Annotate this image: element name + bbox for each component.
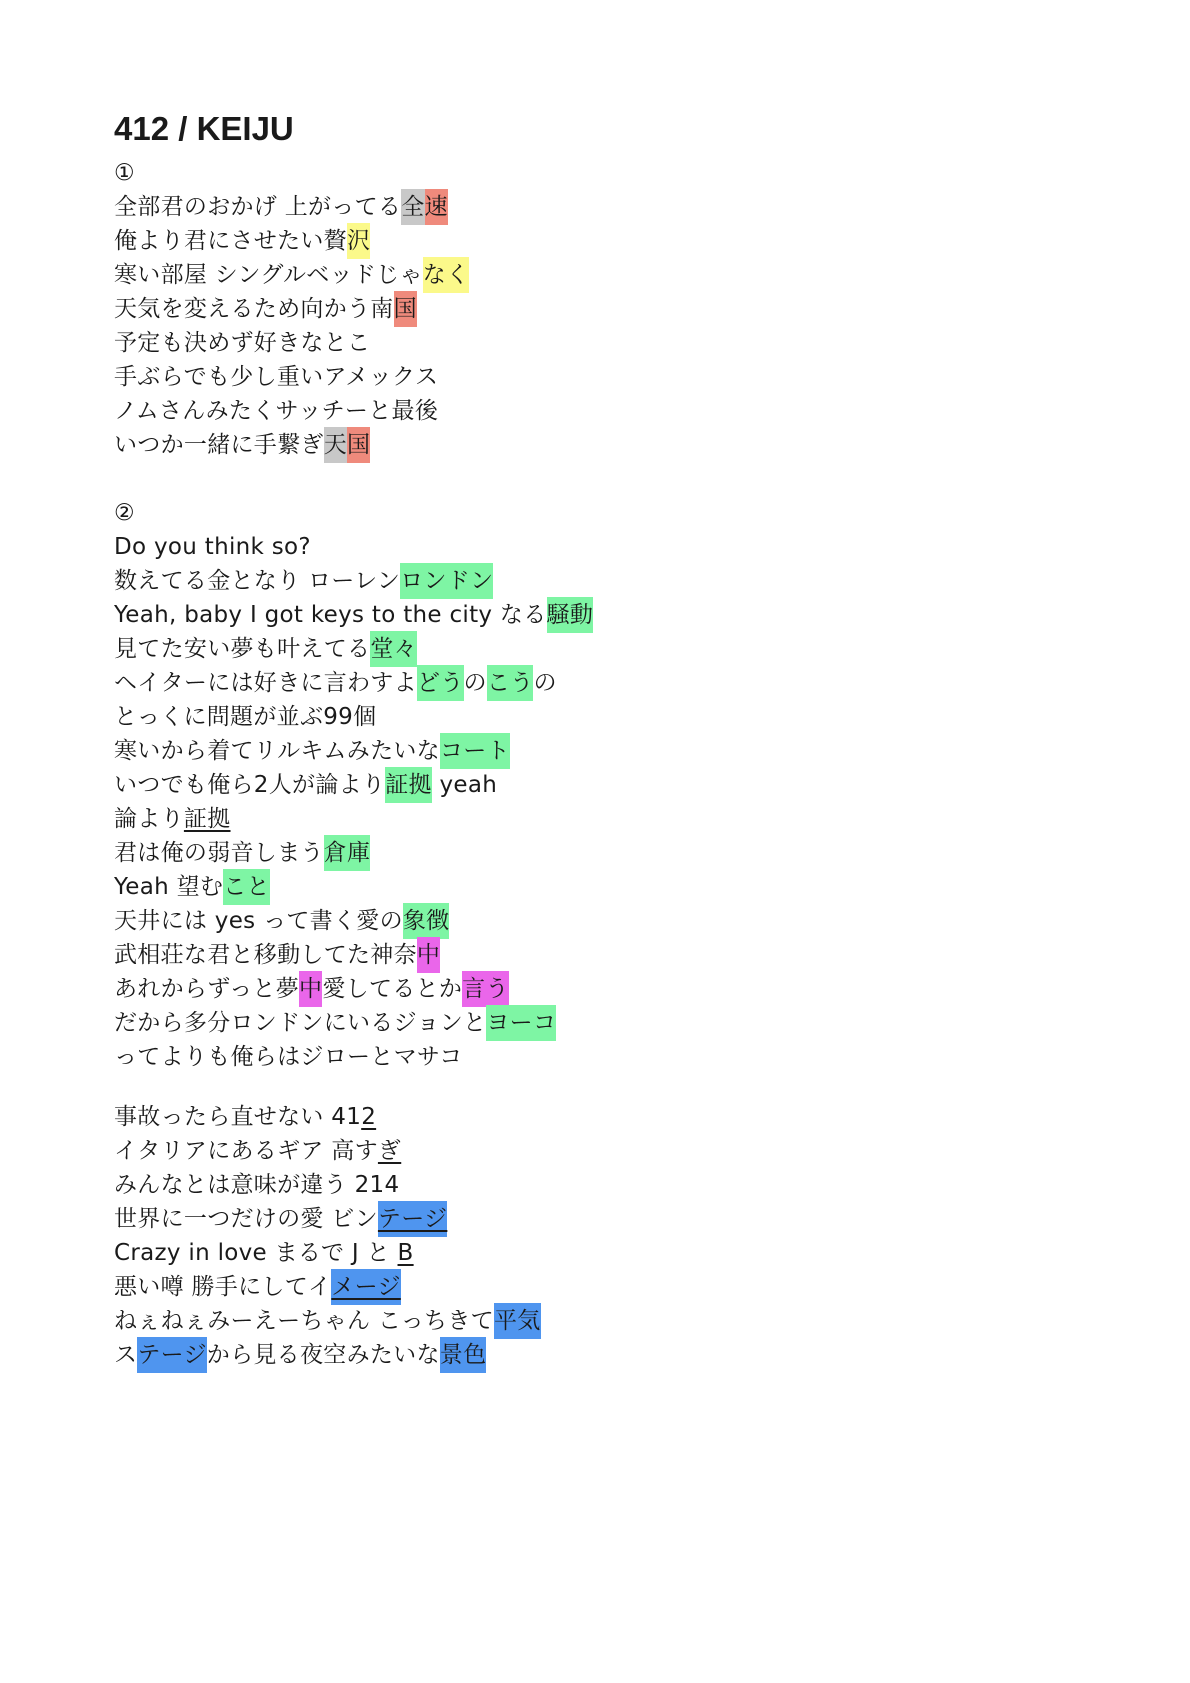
highlighted-rhyme: テージ [137, 1337, 206, 1373]
lyric-line [114, 223, 370, 259]
lyric-text: みんなとは意味が違う 214 [114, 1172, 400, 1198]
lyric-text: 寒い部屋 シングルベッドじゃ [114, 262, 423, 288]
lyric-line [114, 1167, 399, 1203]
highlighted-rhyme: 騒動 [547, 597, 594, 633]
lyric-text: 全部君のおかげ 上がってる [114, 194, 402, 220]
highlighted-rhyme: 言う [462, 971, 509, 1007]
lyric-line [114, 733, 510, 769]
underlined-text: 2 [361, 1104, 377, 1130]
lyric-text: 武相荘な君と移動してた神奈 [114, 942, 417, 968]
lyric-text: あれからずっと夢 [114, 976, 300, 1002]
highlighted-rhyme: 中 [417, 937, 440, 973]
lyric-line [114, 767, 497, 803]
lyric-line [114, 393, 438, 429]
highlighted-rhyme: 国 [347, 427, 370, 463]
highlighted-rhyme: 国 [394, 291, 417, 327]
highlighted-rhyme: 天 [324, 427, 347, 463]
lyric-text: から見る夜空みたいな [206, 1342, 440, 1368]
highlighted-rhyme: 景色 [440, 1337, 487, 1373]
lyric-line [114, 1039, 463, 1075]
lyric-line [114, 1269, 401, 1305]
lyric-text: Do you think so? [114, 534, 311, 560]
lyric-line [114, 257, 469, 293]
lyric-text: いつでも俺ら2人が論より [114, 772, 386, 798]
highlighted-rhyme: どう [417, 665, 464, 701]
lyric-text: Crazy in love まるで J と [114, 1240, 398, 1266]
lyric-line [114, 971, 509, 1007]
highlighted-rhyme: 速 [425, 189, 448, 225]
highlighted-rhyme: 平気 [494, 1303, 541, 1339]
lyric-line [114, 1235, 414, 1271]
lyric-text: の [463, 670, 487, 696]
lyric-text: ヘイターには好きに言わすよ [114, 670, 417, 696]
highlighted-rhyme: コート [440, 733, 510, 769]
highlighted-rhyme: 沢 [347, 223, 370, 259]
lyric-text: ねぇねぇみーえーちゃん こっちきて [114, 1308, 494, 1334]
lyric-line [114, 529, 311, 565]
highlighted-rhyme: 倉庫 [324, 835, 371, 871]
lyric-line [114, 155, 135, 191]
lyric-text: 天気を変えるため向かう南 [114, 296, 394, 322]
lyric-text: 君は俺の弱音しまう [114, 840, 324, 866]
lyric-line [114, 665, 557, 701]
lyric-line [114, 427, 370, 463]
underlined-text: B [397, 1240, 414, 1266]
lyric-text: ② [114, 500, 135, 526]
highlighted-rhyme: テージ [378, 1201, 447, 1237]
lyric-text: 手ぶらでも少し重いアメックス [114, 364, 439, 390]
lyric-line [114, 869, 270, 905]
highlighted-rhyme: 中 [299, 971, 322, 1007]
lyric-text: Yeah, baby I got keys to the city なる [114, 602, 547, 628]
lyric-text: だから多分ロンドンにいるジョンと [114, 1010, 487, 1036]
lyric-text: ① [114, 160, 135, 186]
lyric-text: 見てた安い夢も叶えてる [114, 636, 371, 662]
lyric-line [114, 1005, 556, 1041]
lyric-text: ス [114, 1342, 138, 1368]
lyric-line [114, 1099, 376, 1135]
lyric-text: 論より [114, 806, 184, 832]
highlighted-rhyme: なく [423, 257, 470, 293]
lyric-text: ってよりも俺らはジローとマサコ [114, 1044, 463, 1070]
lyric-line [114, 189, 448, 225]
highlighted-rhyme: ロンドン [400, 563, 493, 599]
highlighted-rhyme: 象徴 [403, 903, 450, 939]
lyric-text: yeah [431, 772, 498, 798]
lyric-line [114, 1337, 486, 1373]
lyric-line [114, 495, 135, 531]
highlighted-rhyme: メージ [331, 1269, 400, 1305]
lyric-line [114, 903, 449, 939]
lyric-text: 数えてる金となり ローレン [114, 568, 401, 594]
document-title: 412 / KEIJU [114, 110, 294, 147]
lyric-line [114, 1133, 401, 1169]
lyric-text: いつか一緒に手繋ぎ [114, 432, 324, 458]
highlighted-rhyme: ヨーコ [486, 1005, 556, 1041]
lyric-text: 天井には yes って書く愛の [114, 908, 403, 934]
lyric-line [114, 937, 440, 973]
highlighted-rhyme: 堂々 [370, 631, 417, 667]
lyric-text: ノムさんみたくサッチーと最後 [114, 398, 439, 424]
lyric-line [114, 597, 593, 633]
lyric-line [114, 699, 376, 735]
lyric-line [114, 631, 417, 667]
lyric-line [114, 325, 370, 361]
underlined-text: ぎ [377, 1138, 402, 1164]
lyric-line [114, 835, 370, 871]
lyric-text: の [533, 670, 557, 696]
lyric-text: 俺より君にさせたい贅 [114, 228, 347, 254]
lyric-text: イタリアにあるギア 高す [114, 1138, 378, 1164]
lyric-text: Yeah 望む [114, 874, 224, 900]
lyric-text: 事故ったら直せない 41 [114, 1104, 362, 1130]
highlighted-rhyme: 全 [401, 189, 424, 225]
lyric-text: 予定も決めず好きなとこ [114, 330, 371, 356]
lyric-text: 世界に一つだけの愛 ビン [114, 1206, 378, 1232]
lyric-line [114, 563, 493, 599]
highlighted-rhyme: こう [487, 665, 534, 701]
lyric-line [114, 359, 438, 395]
lyric-text: 愛してるとか [322, 976, 463, 1002]
underlined-text: 証拠 [183, 806, 231, 832]
lyric-line [114, 1303, 541, 1339]
lyric-line [114, 1201, 447, 1237]
lyric-line [114, 801, 231, 837]
lyric-text: 悪い噂 勝手にしてイ [114, 1274, 332, 1300]
highlighted-rhyme: 証拠 [385, 767, 432, 803]
lyric-text: とっくに問題が並ぶ99個 [114, 704, 377, 730]
lyric-text: 寒いから着てリルキムみたいな [114, 738, 440, 764]
highlighted-rhyme: こと [223, 869, 270, 905]
lyric-line [114, 291, 417, 327]
